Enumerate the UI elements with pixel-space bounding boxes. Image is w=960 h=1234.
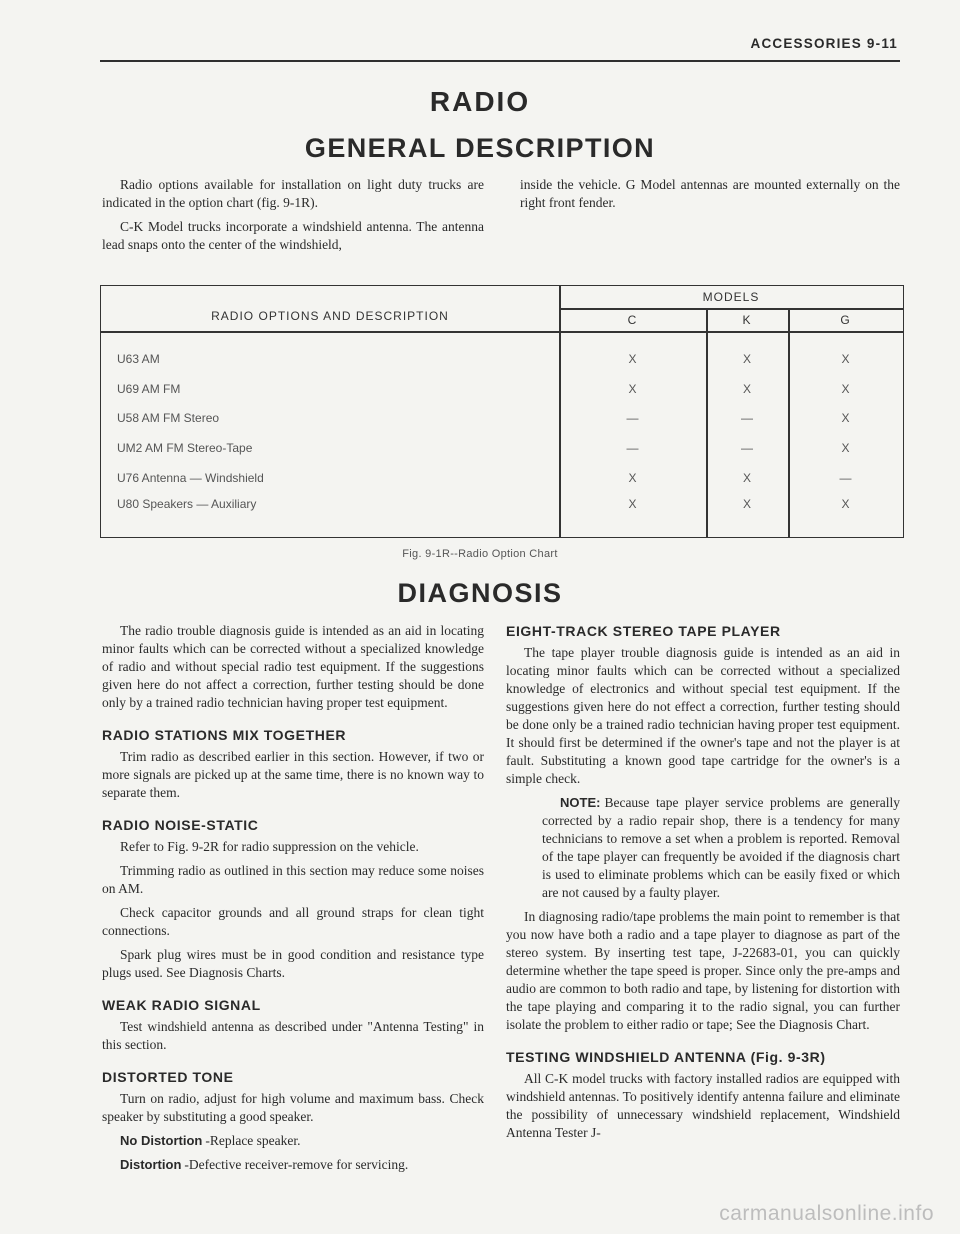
- row-k: X: [742, 497, 751, 511]
- noise-paragraph-4: Spark plug wires must be in good condition and resistance type plugs used. See Diagnosis Charts.: [102, 947, 484, 980]
- distortion-label: Distortion: [120, 1157, 182, 1172]
- note-text: Because tape player service problems are generally corrected by a radio repair shop, there is a tendency for many technicians to remove a set when a problem is reported. Removal of the tape player can frequently be avoided if the diagnosis chart is used to eliminate problems which can be easily fixed or which are not caused by a faulty player.: [542, 795, 900, 900]
- distortion-text: -Defective receiver-remove for servicing.: [184, 1157, 409, 1172]
- row-c: X: [628, 352, 637, 366]
- row-option: UM2 AM FM Stereo-Tape: [117, 441, 253, 455]
- row-k: —: [741, 441, 753, 455]
- gd-paragraph-2: C-K Model trucks incorporate a windshield antenna. The antenna lead snaps onto the center of the windshield,: [102, 219, 484, 252]
- noise-paragraph-1: Refer to Fig. 9-2R for radio suppression on the vehicle.: [120, 839, 419, 854]
- subheading-stations-mix: RADIO STATIONS MIX TOGETHER: [102, 727, 347, 743]
- general-description-left: [102, 176, 484, 260]
- noise-paragraph-3: Check capacitor grounds and all ground straps for clean tight connections.: [102, 905, 484, 938]
- row-g: X: [841, 352, 850, 366]
- distorted-tone-paragraph: Turn on radio, adjust for high volume and maximum bass. Check speaker by substituting a good speaker.: [102, 1091, 484, 1124]
- no-distortion-text: -Replace speaker.: [205, 1133, 301, 1148]
- row-c: X: [628, 471, 637, 485]
- note-paragraph: [506, 794, 900, 902]
- table-divider: [101, 331, 903, 333]
- row-c: —: [626, 411, 639, 425]
- no-distortion-line: [102, 1132, 484, 1150]
- no-distortion-label: No Distortion: [120, 1133, 203, 1148]
- table-header-g: G: [840, 313, 851, 327]
- row-option: U63 AM: [117, 352, 160, 366]
- table-divider: [559, 308, 903, 310]
- page-title: RADIO: [429, 86, 531, 117]
- row-g: X: [841, 497, 850, 511]
- row-g: X: [841, 411, 850, 425]
- radio-option-table: [100, 285, 904, 538]
- running-head: ACCESSORIES 9-11: [750, 36, 898, 51]
- testing-antenna-paragraph: All C-K model trucks with factory installed radios are equipped with windshield antennas. To positively identify antenna failure and eliminate the possibility of unnecessary windshield replacement, Windshield Antenna Tester J-: [506, 1071, 900, 1140]
- row-k: X: [742, 382, 751, 396]
- row-k: X: [742, 352, 751, 366]
- tape-paragraph: The tape player trouble diagnosis guide is intended as an aid in locating minor faults which can be corrected without a specialized knowledge of electronics and without special test equipment. If the suggestions given here do not effect a correction, further testing should be done only be a trained radio technician having proper test equipment. It should first be determined if the owner's tape and not the player is at fault. Substituting a known good tape cartridge for the owner's is a simple check.: [506, 645, 900, 786]
- weak-signal-paragraph: Test windshield antenna as described under "Antenna Testing" in this section.: [102, 1019, 484, 1052]
- row-option: U80 Speakers — Auxiliary: [117, 497, 257, 511]
- subheading-weak-signal: WEAK RADIO SIGNAL: [102, 997, 261, 1013]
- row-k: X: [742, 471, 751, 485]
- row-k: —: [741, 411, 753, 425]
- distortion-line: [102, 1156, 484, 1174]
- subheading-tape-player: EIGHT-TRACK STEREO TAPE PLAYER: [506, 623, 781, 639]
- row-c: X: [628, 497, 637, 511]
- noise-paragraph-2: Trimming radio as outlined in this section may reduce some noises on AM.: [102, 863, 484, 896]
- row-option: U76 Antenna — Windshield: [117, 471, 264, 485]
- intro-paragraph: The radio trouble diagnosis guide is intended as an aid in locating minor faults which can be corrected without a specialized knowledge of radio and without special radio test equipment. If the suggestions given here do not affect a correction, further testing should be done only by a trained radio technician having proper test equipment.: [102, 623, 484, 710]
- watermark: carmanualsonline.info: [719, 1202, 934, 1225]
- diagnosis-left-column: [102, 622, 484, 1180]
- table-header-models: MODELS: [702, 290, 760, 304]
- row-g: —: [839, 471, 852, 485]
- row-c: X: [628, 382, 637, 396]
- general-description-right: [520, 176, 900, 218]
- figure-caption: Fig. 9-1R--Radio Option Chart: [402, 548, 558, 560]
- subheading-noise-static: RADIO NOISE-STATIC: [102, 817, 259, 833]
- row-option: U58 AM FM Stereo: [117, 411, 220, 425]
- radio-tape-diagnosis-paragraph: In diagnosing radio/tape problems the main point to remember is that you now have both a radio and a tape player to diagnose as part of the stereo system. By inserting test tape, J-22683-01, you can quickly determine whether the tape speed is proper. Since only the pre-amps and audio are common to both radio and tape, by listening for distortion with the tape playing and comparing it to the radio signal, you can further isolate the problem to either radio or tape; See the Diagnosis Chart.: [506, 909, 900, 1032]
- table-header-options: RADIO OPTIONS AND DESCRIPTION: [211, 309, 449, 323]
- table-header-k: K: [742, 313, 752, 327]
- row-g: X: [841, 382, 850, 396]
- gd-paragraph-1: Radio options available for installation on light duty trucks are indicated in the option chart (fig. 9-1R).: [102, 177, 484, 210]
- general-description-heading: GENERAL DESCRIPTION: [304, 133, 656, 163]
- diagnosis-right-column: [506, 622, 900, 1148]
- row-g: X: [841, 441, 850, 455]
- row-option: U69 AM FM: [117, 382, 181, 396]
- subheading-distorted-tone: DISTORTED TONE: [102, 1069, 234, 1085]
- note-label: NOTE:: [560, 795, 601, 810]
- gd-paragraph-3: inside the vehicle. G Model antennas are mounted externally on the right front fender.: [520, 177, 900, 210]
- subheading-testing-antenna: TESTING WINDSHIELD ANTENNA (Fig. 9-3R): [506, 1049, 826, 1065]
- diagnosis-heading: DIAGNOSIS: [397, 578, 563, 608]
- stations-mix-paragraph: Trim radio as described earlier in this section. However, if two or more signals are picked up at the same time, there is no known way to separate them.: [102, 749, 484, 800]
- row-c: —: [626, 441, 639, 455]
- table-header-c: C: [627, 313, 638, 327]
- header-rule: [100, 60, 900, 62]
